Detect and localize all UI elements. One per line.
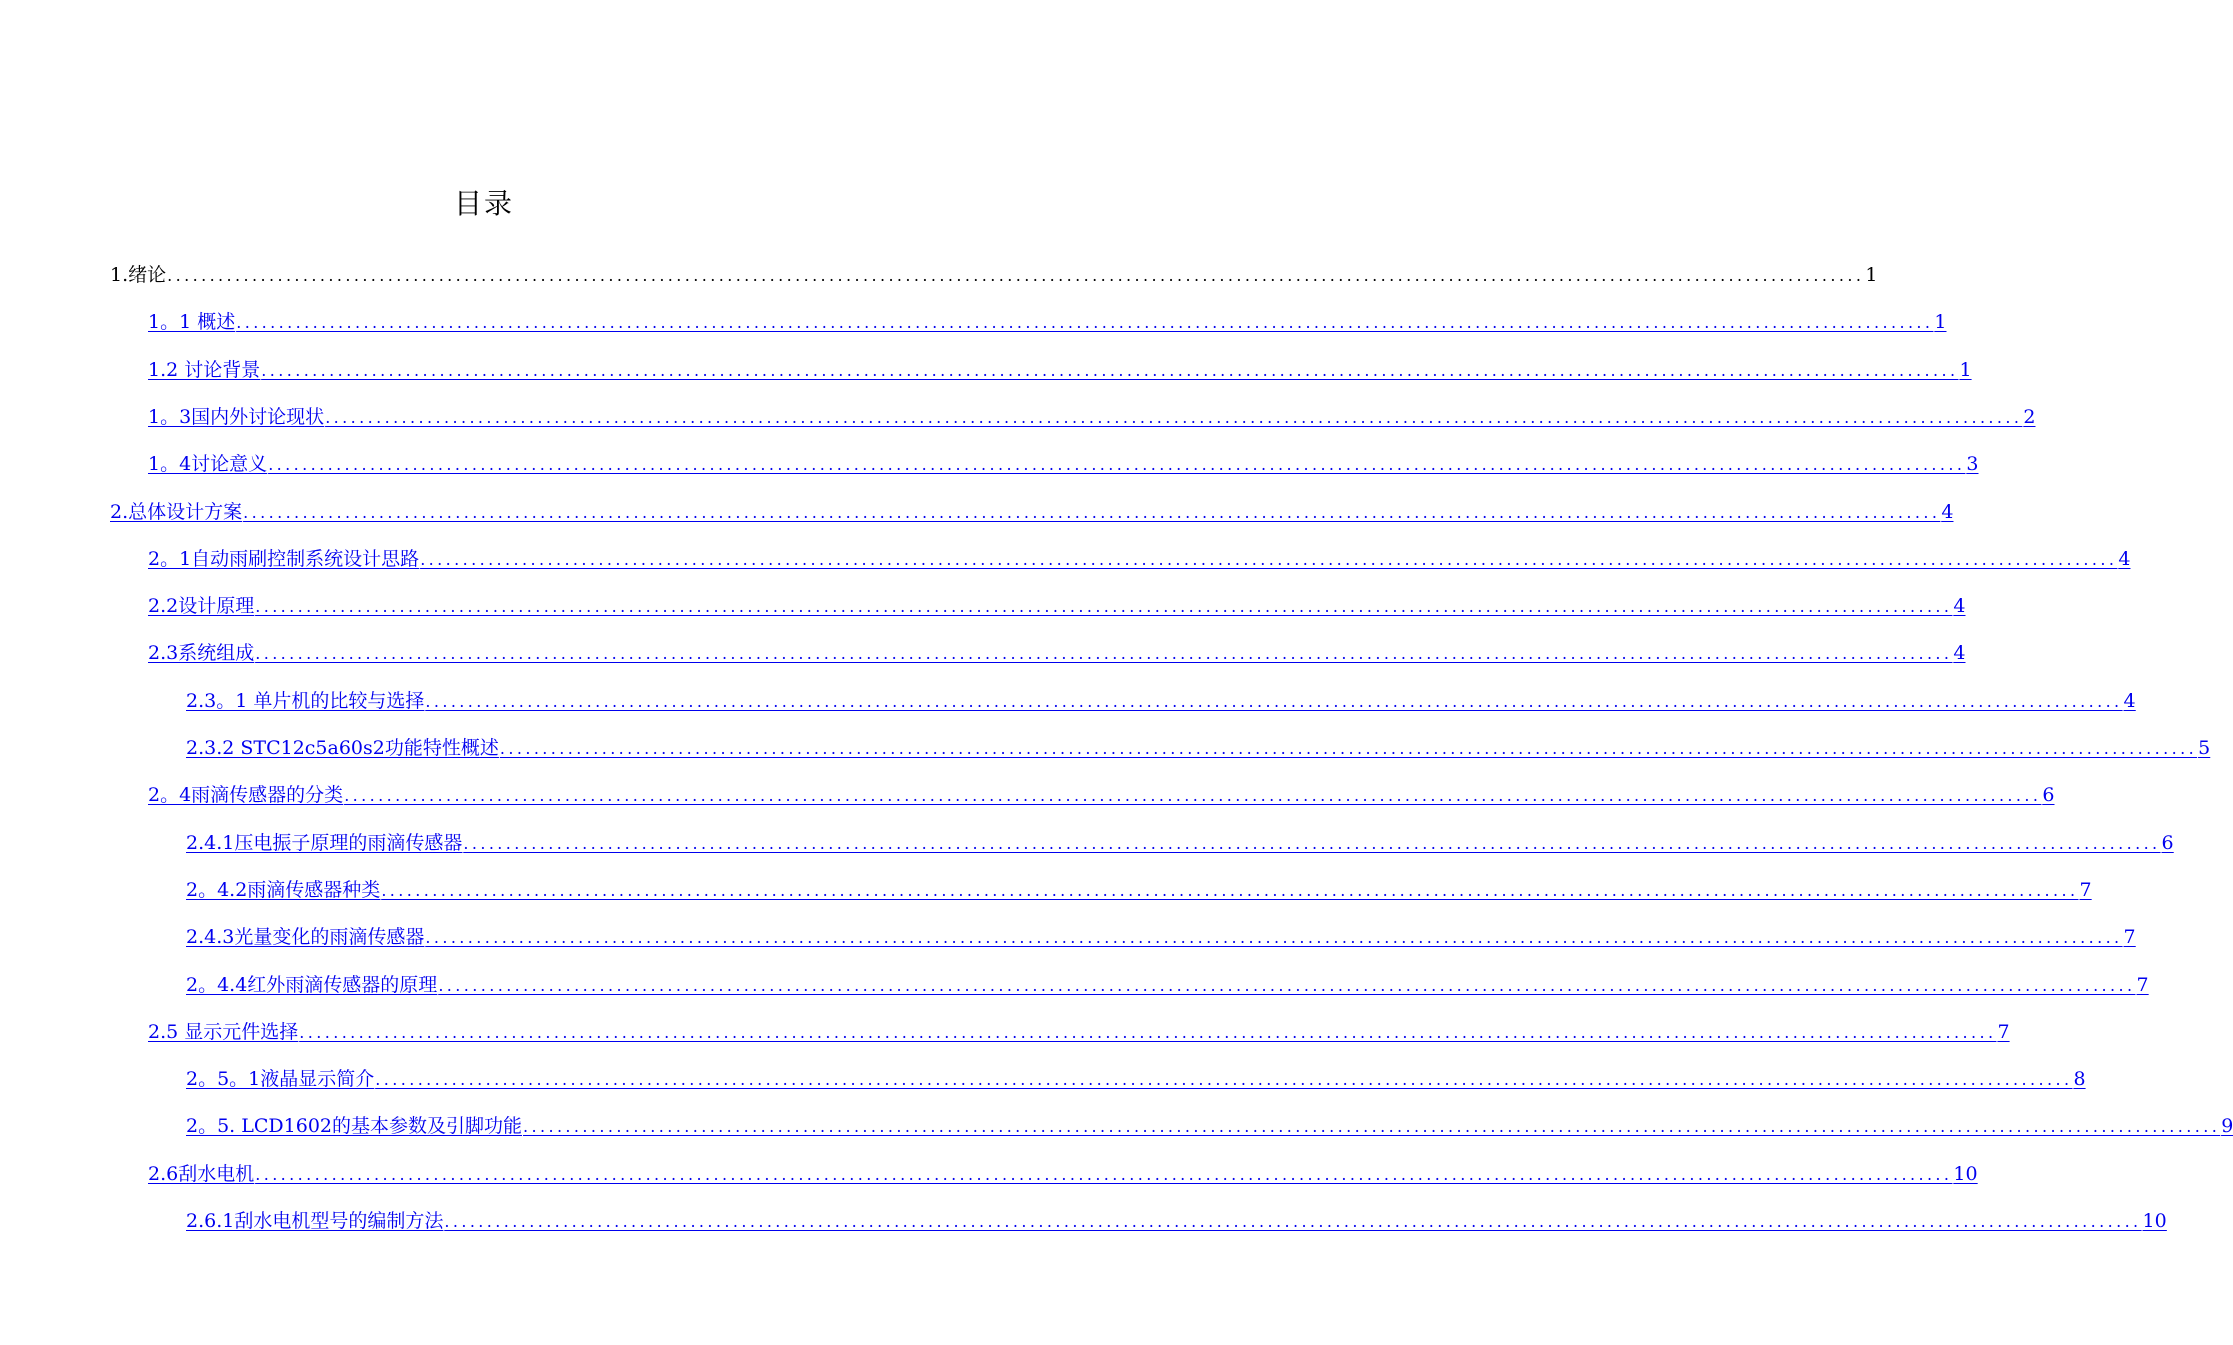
toc-dot-leader: ........................................................................................................................................................................................................	[438, 975, 2136, 995]
toc-entry[interactable]	[148, 593, 1966, 619]
toc-entry[interactable]	[186, 688, 2136, 714]
toc-dot-leader: ........................................................................................................................................................................................................	[167, 266, 1865, 285]
toc-entry-page-number: 8	[2073, 1068, 2086, 1091]
toc-dot-leader: ........................................................................................................................................................................................................	[243, 502, 1941, 522]
toc-entry-page-number: 7	[2079, 878, 2092, 901]
toc-entry-label: 2.总体设计方案	[110, 500, 243, 523]
toc-entry[interactable]	[148, 1161, 1978, 1187]
toc-entry-label: 2。1自动雨刷控制系统设计思路	[148, 547, 420, 570]
toc-entry-label: 2.3系统组成	[148, 642, 255, 665]
toc-entry[interactable]	[148, 451, 1979, 477]
toc-entry-label: 2。4.4红外雨滴传感器的原理	[186, 973, 438, 996]
toc-entry-label: 2.3.2 STC12c5a60s2功能特性概述	[186, 737, 499, 759]
toc-entry-label: 2.4.3光量变化的雨滴传感器	[186, 926, 425, 949]
toc-entry-page-number: 4	[1953, 642, 1966, 665]
toc-entry-page-number: 10	[1953, 1162, 1978, 1185]
toc-entry-label: 2。5. LCD1602的基本参数及引脚功能	[186, 1115, 522, 1138]
toc-entry[interactable]	[186, 735, 2211, 761]
toc-entry-label: 1。1 概述	[148, 311, 236, 334]
toc-entry-page-number: 1	[1959, 358, 1972, 381]
toc-entry[interactable]	[148, 1019, 2010, 1045]
toc-dot-leader: ........................................................................................................................................................................................................	[344, 786, 2042, 806]
toc-entry-page-number: 4	[2123, 689, 2136, 712]
toc-dot-leader: ........................................................................................................................................................................................................	[425, 691, 2123, 711]
toc-entry-page-number: 4	[1953, 595, 1966, 618]
toc-entry-label: 1.绪论	[110, 264, 167, 286]
toc-entry[interactable]	[186, 1113, 2233, 1139]
toc-entry-page-number: 2	[2023, 405, 2036, 428]
toc-entry-page-number: 5	[2198, 737, 2211, 759]
toc-dot-leader: ........................................................................................................................................................................................................	[425, 928, 2123, 948]
toc-entry[interactable]	[186, 1208, 2167, 1234]
toc-dot-leader: ........................................................................................................................................................................................................	[499, 739, 2198, 758]
toc-entry-page-number: 3	[1966, 453, 1979, 476]
toc-entry-page-number: 6	[2042, 784, 2055, 807]
toc-entry[interactable]	[148, 782, 2055, 808]
toc-dot-leader: ........................................................................................................................................................................................................	[299, 1022, 1997, 1042]
page-title: 目录	[453, 187, 514, 220]
toc-entry-page-number: 4	[2118, 547, 2131, 570]
toc-dot-leader: ........................................................................................................................................................................................................	[255, 1164, 1953, 1184]
toc-entry[interactable]	[148, 640, 1966, 666]
toc-dot-leader: ........................................................................................................................................................................................................	[420, 549, 2118, 569]
toc-entry-label: 2.4.1压电振子原理的雨滴传感器	[186, 831, 463, 854]
toc-entry[interactable]	[186, 830, 2174, 856]
toc-entry-label: 1。3国内外讨论现状	[148, 405, 325, 428]
toc-entry[interactable]	[148, 404, 2036, 430]
toc-entry	[110, 262, 1878, 288]
toc-dot-leader: ........................................................................................................................................................................................................	[444, 1212, 2142, 1231]
toc-entry-label: 2.2设计原理	[148, 595, 255, 618]
toc-entry[interactable]	[148, 546, 2131, 572]
toc-dot-leader: ........................................................................................................................................................................................................	[255, 644, 1953, 664]
toc-dot-leader: ........................................................................................................................................................................................................	[463, 833, 2161, 853]
toc-dot-leader: ........................................................................................................................................................................................................	[236, 313, 1934, 333]
toc-entry[interactable]	[186, 877, 2092, 903]
toc-dot-leader: ........................................................................................................................................................................................................	[381, 880, 2079, 900]
toc-entry-label: 2.3。1 单片机的比较与选择	[186, 689, 425, 712]
toc-entry-page-number: 4	[1941, 500, 1954, 523]
toc-entry[interactable]	[186, 972, 2149, 998]
toc-entry[interactable]	[148, 357, 1972, 383]
toc-entry-label: 2。5。1液晶显示简介	[186, 1068, 375, 1091]
toc-dot-leader: ........................................................................................................................................................................................................	[325, 407, 2023, 427]
toc-dot-leader: ........................................................................................................................................................................................................	[523, 1117, 2221, 1137]
toc-entry-label: 2。4.2雨滴传感器种类	[186, 878, 381, 901]
toc-entry[interactable]	[110, 499, 1954, 525]
toc-entry-label: 2.6刮水电机	[148, 1162, 255, 1185]
toc-entry[interactable]	[186, 1066, 2086, 1092]
toc-dot-leader: ........................................................................................................................................................................................................	[255, 597, 1953, 617]
toc-entry-page-number: 7	[2136, 973, 2149, 996]
toc-dot-leader: ........................................................................................................................................................................................................	[375, 1070, 2073, 1090]
toc-entry[interactable]	[148, 309, 1947, 335]
toc-entry-page-number: 7	[2123, 926, 2136, 949]
toc-entry[interactable]	[186, 924, 2136, 950]
toc-entry-label: 2.6.1刮水电机型号的编制方法	[186, 1210, 444, 1232]
toc-entry-label: 2.5 显示元件选择	[148, 1020, 299, 1043]
toc-entry-label: 2。4雨滴传感器的分类	[148, 784, 344, 807]
toc-entry-label: 1。4讨论意义	[148, 453, 268, 476]
toc-entry-page-number: 6	[2161, 831, 2174, 854]
toc-dot-leader: ........................................................................................................................................................................................................	[268, 455, 1966, 475]
toc-entry-page-number: 1	[1934, 311, 1947, 334]
toc-entry-page-number: 9	[2221, 1115, 2233, 1138]
toc-entry-page-number: 10	[2142, 1210, 2167, 1232]
toc-entry-page-number: 7	[1997, 1020, 2010, 1043]
toc-entry-page-number: 1	[1865, 264, 1878, 286]
toc-entry-label: 1.2 讨论背景	[148, 358, 261, 381]
toc-dot-leader: ........................................................................................................................................................................................................	[261, 360, 1959, 380]
